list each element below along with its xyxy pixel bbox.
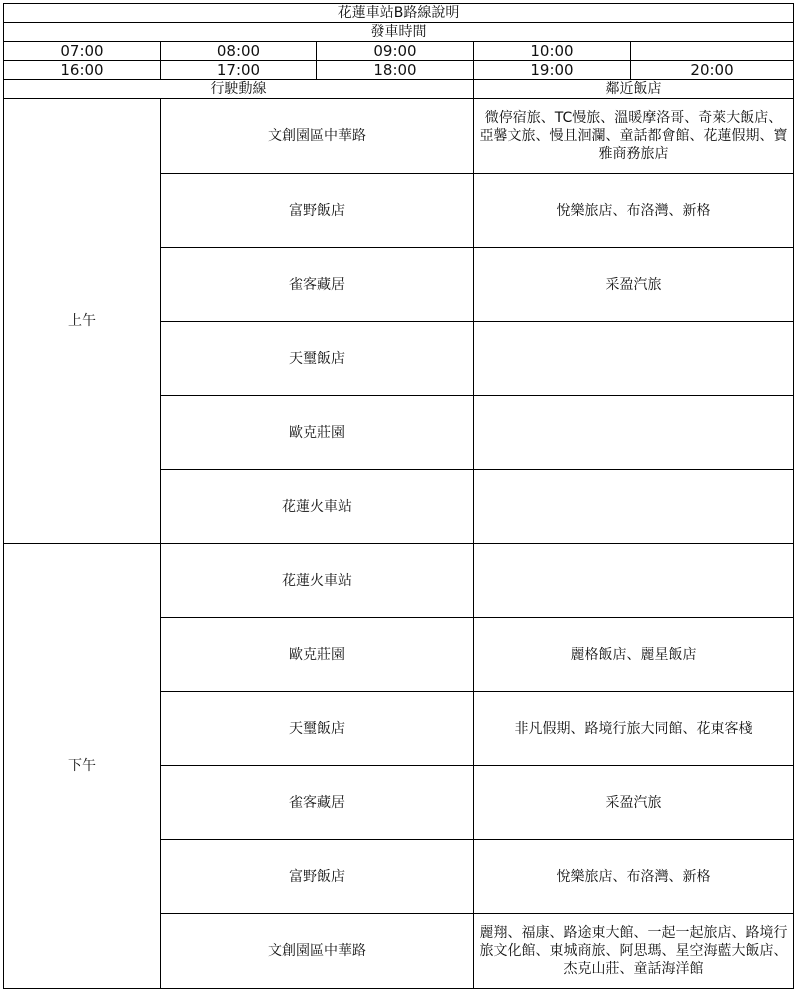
nearby-hotels: 采盈汽旅 [474,248,794,322]
stop-name: 天璽飯店 [161,322,474,396]
nearby-hotels: 采盈汽旅 [474,766,794,840]
route-column-header: 行駛動線 [4,80,474,99]
stop-name: 歐克莊園 [161,618,474,692]
stop-name: 富野飯店 [161,174,474,248]
departure-times-row-2 [4,61,794,80]
stop-name: 花蓮火車站 [161,544,474,618]
departure-time-heading: 發車時間 [4,23,794,42]
departure-time-cell: 20:00 [631,61,794,80]
nearby-hotels [474,470,794,544]
departure-time-cell: 18:00 [317,61,474,80]
stop-name: 歐克莊園 [161,396,474,470]
departure-time-cell: 07:00 [4,42,161,61]
stop-name: 天璽飯店 [161,692,474,766]
nearby-hotels: 麗翔、福康、路途東大館、一起一起旅店、路境行旅文化館、東城商旅、阿思瑪、星空海藍大飯店、杰克山莊、童話海洋館 [474,914,794,989]
departure-time-cell: 08:00 [161,42,317,61]
departure-time-cell: 09:00 [317,42,474,61]
stop-name: 文創園區中華路 [161,914,474,989]
departure-time-cell: 19:00 [474,61,631,80]
period-label-morning: 上午 [4,99,161,544]
stop-name: 雀客藏居 [161,248,474,322]
departure-time-cell: 10:00 [474,42,631,61]
nearby-hotels-column-header: 鄰近飯店 [474,80,794,99]
nearby-hotels: 悅樂旅店、布洛灣、新格 [474,840,794,914]
stop-name: 富野飯店 [161,840,474,914]
table-title: 花蓮車站B路線說明 [4,4,794,23]
table-row [4,544,794,618]
departure-times-row-1 [4,42,794,61]
period-label-afternoon: 下午 [4,544,161,989]
nearby-hotels: 麗格飯店、麗星飯店 [474,618,794,692]
nearby-hotels [474,322,794,396]
departure-time-cell: 17:00 [161,61,317,80]
nearby-hotels: 悅樂旅店、布洛灣、新格 [474,174,794,248]
route-schedule-table [3,3,794,989]
nearby-hotels: 非凡假期、路境行旅大同館、花東客棧 [474,692,794,766]
stop-name: 花蓮火車站 [161,470,474,544]
nearby-hotels [474,544,794,618]
nearby-hotels [474,396,794,470]
stop-name: 雀客藏居 [161,766,474,840]
departure-time-cell: 16:00 [4,61,161,80]
table-row [4,99,794,174]
departure-time-cell [631,42,794,61]
stop-name: 文創園區中華路 [161,99,474,174]
nearby-hotels: 微停宿旅、TC慢旅、溫暖摩洛哥、奇萊大飯店、亞馨文旅、慢且洄瀾、童話都會館、花蓮假期、寶雅商務旅店 [474,99,794,174]
